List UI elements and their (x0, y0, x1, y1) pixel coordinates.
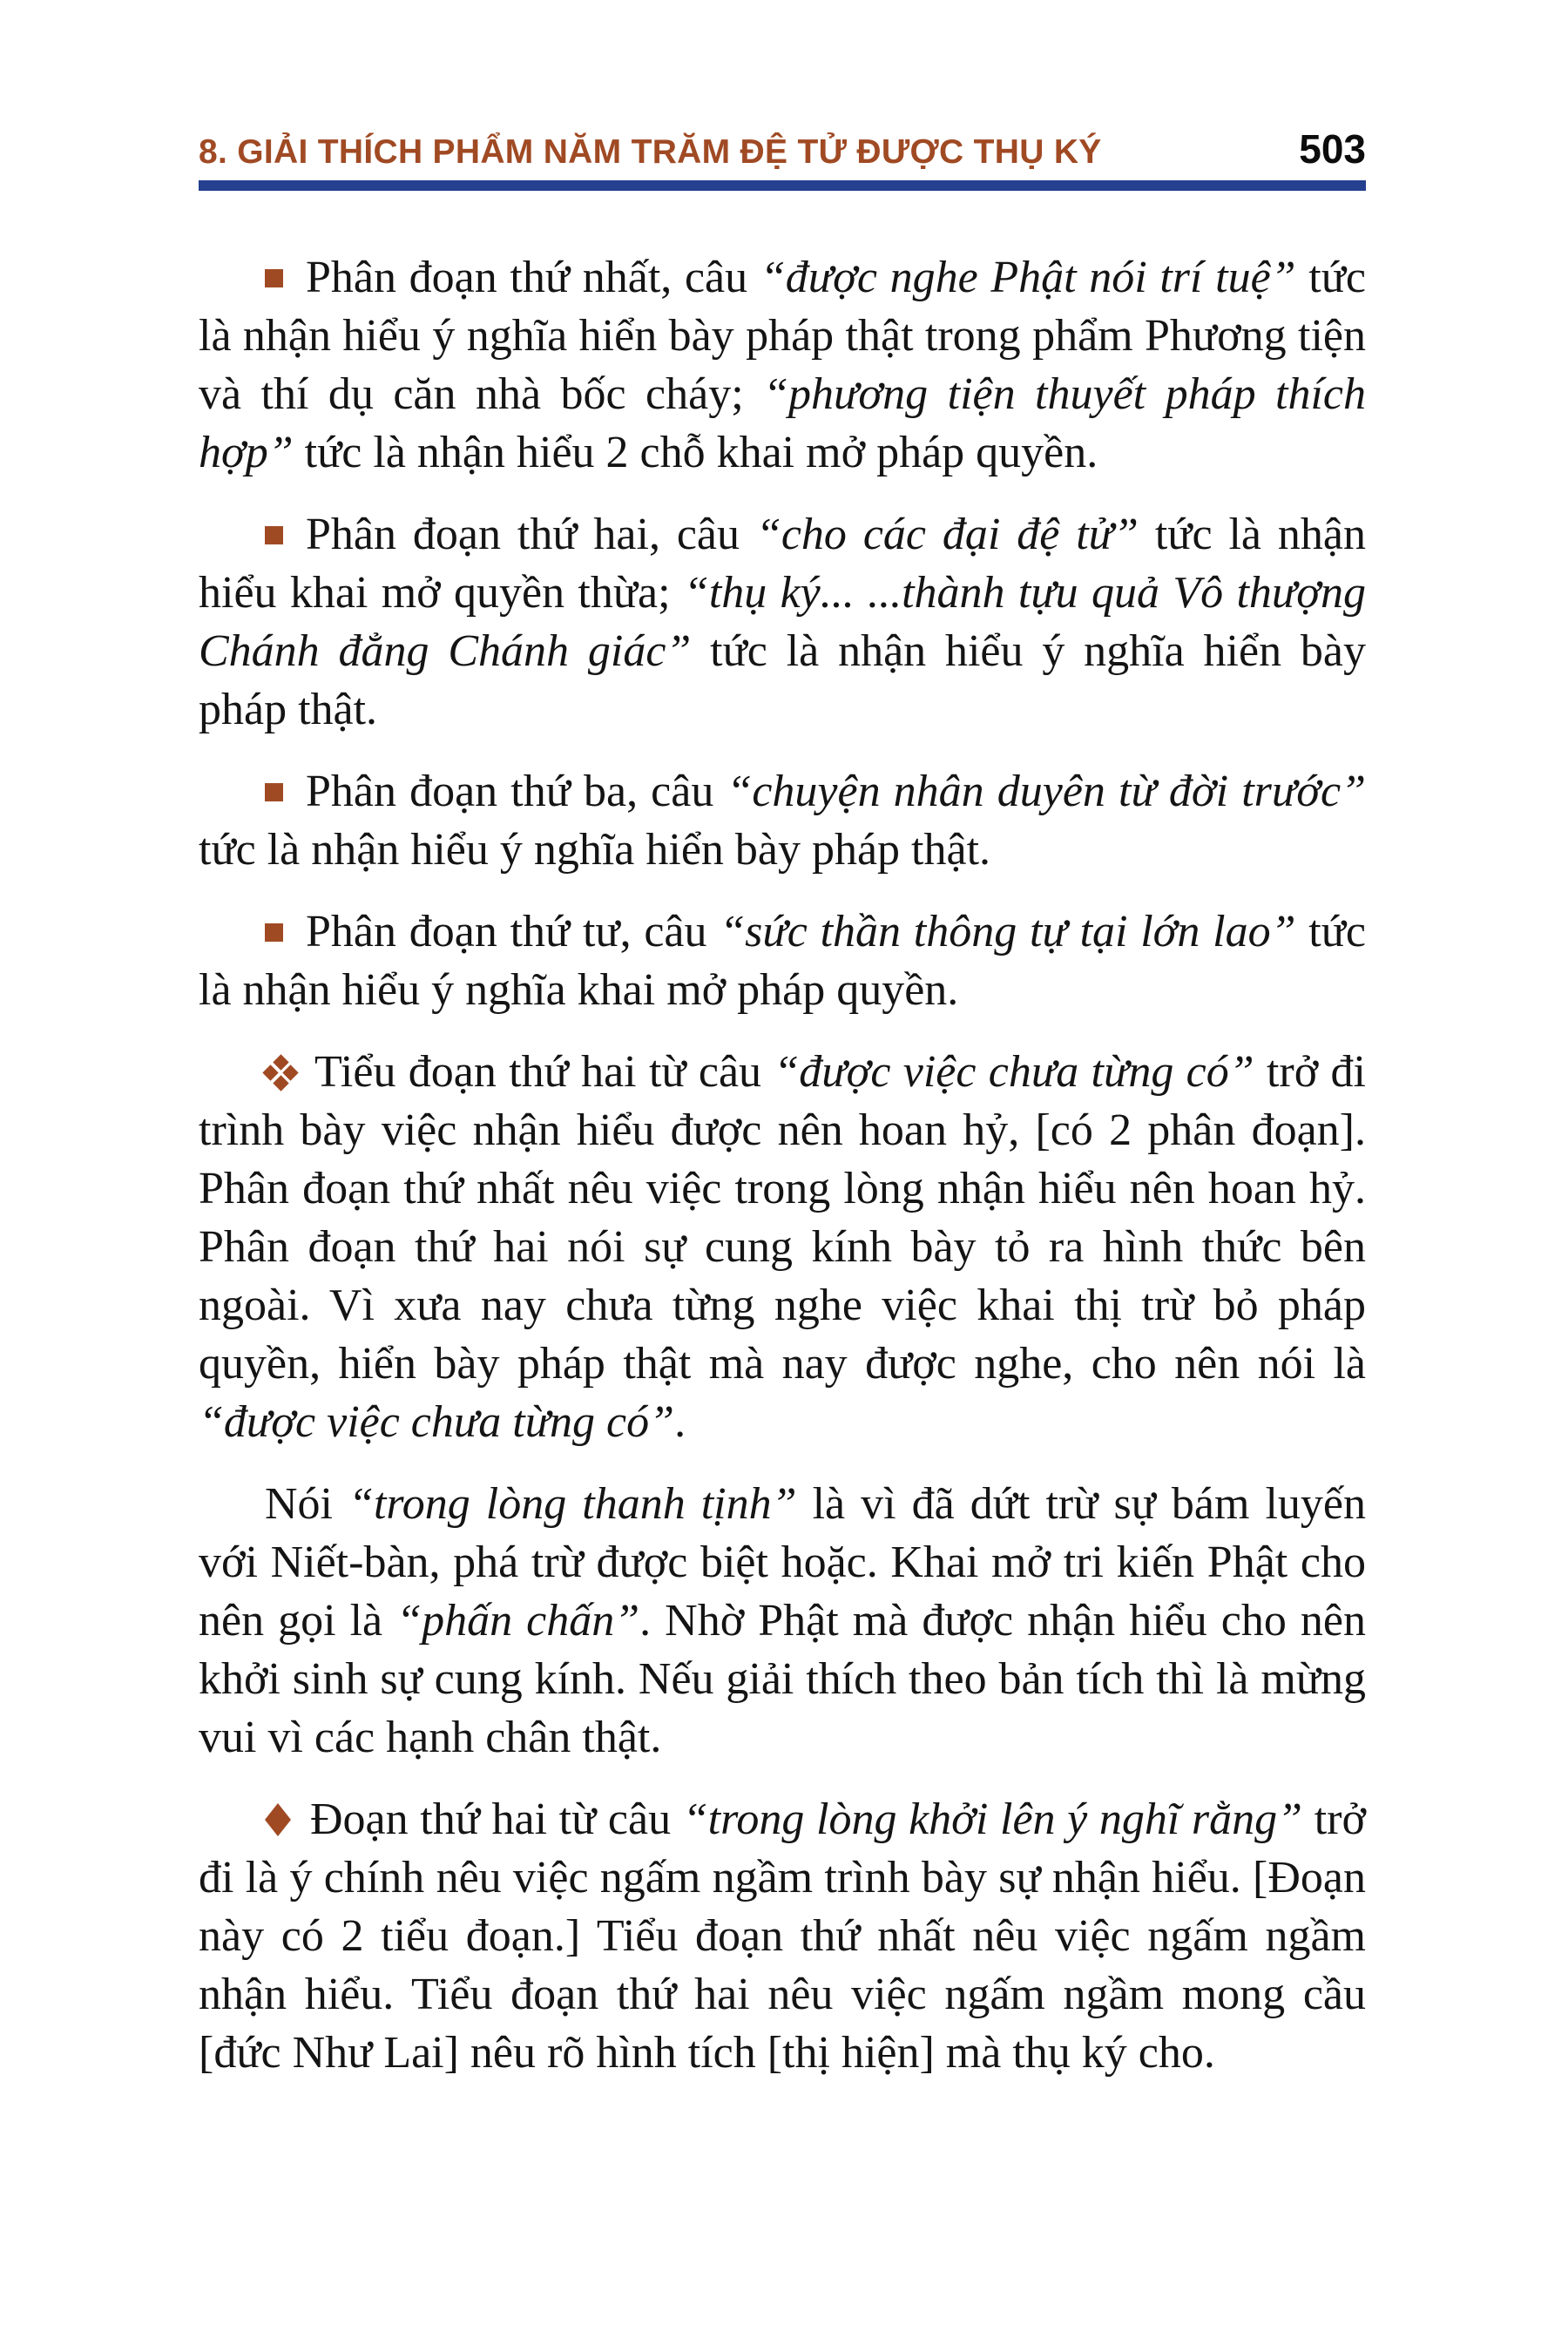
text-run: “thụ ký... ...thành tựu quả Vô thượng Chánh đẳng Chánh giác” (199, 568, 1366, 676)
text-run: trở đi trình bày việc nhận hiểu được nên hoan hỷ, [có 2 phân đoạn]. Phân đoạn thứ nhất nêu việc trong lòng nhận hiểu nên hoan hỷ. Phân đoạn thứ hai nói sự cung kính bày tỏ ra hình thức bên ngoài. Vì xưa nay chưa từng nghe việc khai thị trừ bỏ pháp quyền, hiển bày pháp thật mà nay được nghe, cho nên nói là (199, 1047, 1366, 1389)
text-run: Phân đoạn thứ ba, câu (306, 767, 727, 816)
text-run: “được việc chưa từng có” (199, 1397, 675, 1447)
text-run: “trong lòng khởi lên ý nghĩ rằng” (682, 1794, 1303, 1844)
paragraph (199, 1475, 1366, 1767)
paragraph (199, 762, 1366, 879)
text-run: “sức thần thông tự tại lớn lao” (720, 907, 1296, 956)
text-run: “được việc chưa từng có” (774, 1047, 1254, 1097)
text-run: tức là nhận hiểu ý nghĩa khai mở pháp quyền. (199, 907, 1366, 1015)
chapter-title: 8. GIẢI THÍCH PHẨM NĂM TRĂM ĐỆ TỬ ĐƯỢC THỤ KÝ (199, 133, 1102, 171)
text-run: “chuyện nhân duyên từ đời trước” (727, 767, 1367, 816)
text-run: tức là nhận hiểu ý nghĩa hiển bày pháp thật trong phẩm Phương tiện và thí dụ căn nhà bốc cháy; (199, 253, 1366, 419)
text-run: tức là nhận hiểu 2 chỗ khai mở pháp quyền. (293, 428, 1098, 477)
text-run: “phấn chấn” (396, 1596, 640, 1646)
paragraph (199, 1790, 1366, 2082)
paragraph (199, 902, 1366, 1019)
diamond-icon (265, 1803, 291, 1836)
square-bullet-icon (265, 923, 283, 942)
text-run: Phân đoạn thứ nhất, câu (306, 253, 760, 302)
square-bullet-icon (265, 269, 283, 287)
text-run: “trong lòng thanh tịnh” (348, 1479, 797, 1529)
square-bullet-icon (265, 783, 283, 801)
four-diamond-icon (265, 1057, 297, 1090)
text-run: tức là nhận hiểu ý nghĩa hiển bày pháp thật. (199, 626, 1366, 734)
paragraph (199, 248, 1366, 482)
text-run: “phương tiện thuyết pháp thích hợp” (199, 369, 1366, 477)
text-run: trở đi là ý chính nêu việc ngấm ngầm trình bày sự nhận hiểu. [Đoạn này có 2 tiểu đoạn.] Tiểu đoạn thứ nhất nêu việc ngấm ngầm nhận hiểu. Tiểu đoạn thứ hai nêu việc ngấm ngầm mong cầu [đức Như Lai] nêu rõ hình tích [thị hiện] mà thụ ký cho. (199, 1794, 1366, 2078)
text-run: Phân đoạn thứ tư, câu (306, 907, 720, 956)
page-number: 503 (1299, 126, 1366, 172)
paragraph (199, 505, 1366, 739)
header-row (199, 126, 1366, 172)
text-run: tức là nhận hiểu ý nghĩa hiển bày pháp thật. (199, 825, 991, 875)
header-rule (199, 180, 1366, 191)
text-run: “được nghe Phật nói trí tuệ” (760, 253, 1296, 302)
paragraph (199, 1043, 1366, 1451)
text-run: là vì đã dứt trừ sự bám luyến với Niết-bàn, phá trừ được biệt hoặc. Khai mở tri kiến Phật cho nên gọi là (199, 1479, 1367, 1646)
body-text (199, 248, 1366, 2082)
text-run: . Nhờ Phật mà được nhận hiểu cho nên khởi sinh sự cung kính. Nếu giải thích theo bản tích thì là mừng vui vì các hạnh chân thật. (199, 1596, 1366, 1762)
text-run: Đoạn thứ hai từ câu (310, 1794, 683, 1844)
text-run: . (674, 1397, 686, 1447)
page-header (199, 126, 1366, 191)
text-run: “cho các đại đệ tử” (755, 510, 1139, 559)
text-run: tức là nhận hiểu khai mở quyền thừa; (199, 510, 1366, 618)
text-run: Nói (265, 1479, 349, 1529)
square-bullet-icon (265, 526, 283, 544)
text-run: Phân đoạn thứ hai, câu (306, 510, 756, 559)
text-run: Tiểu đoạn thứ hai từ câu (314, 1047, 774, 1097)
